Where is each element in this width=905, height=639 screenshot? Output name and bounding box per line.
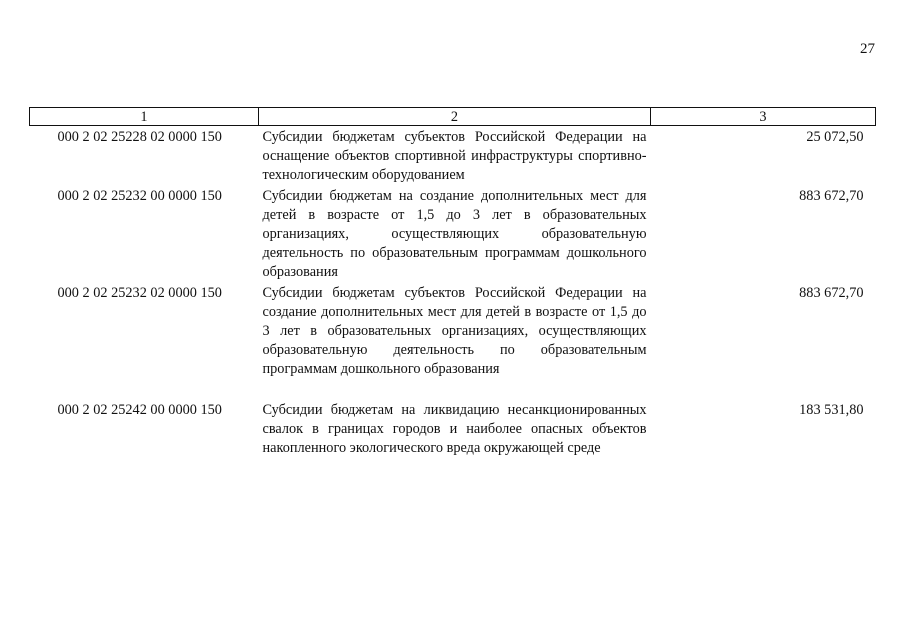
budget-item-name: Субсидии бюджетам субъектов Российской Федерации на оснащение объектов спортивной инфраструктуры спортивно-технологическим оборудованием (262, 129, 647, 183)
page-number: 27 (860, 41, 875, 57)
header-row (30, 108, 876, 126)
column-header-code: 1 (30, 108, 259, 126)
budget-amount: 883 672,70 (799, 285, 864, 301)
budget-amount: 25 072,50 (806, 129, 864, 145)
table-body (30, 126, 876, 459)
column-header-name: 2 (259, 108, 651, 126)
budget-code: 000 2 02 25232 02 0000 150 (57, 285, 222, 301)
budget-item-name: Субсидии бюджетам на создание дополнительных мест для детей в возрасте от 1,5 до 3 лет в образовательных организациях, осуществляющих образовательную деятельность по образовательным программам дошкольного образования (262, 188, 647, 280)
table-row (30, 185, 876, 282)
budget-item-name: Субсидии бюджетам на ликвидацию несанкционированных свалок в границах городов и наиболее опасных объектов накопленного экологического вреда окружающей среде (262, 402, 647, 456)
column-header-amount: 3 (651, 108, 876, 126)
table-row (30, 126, 876, 186)
budget-code: 000 2 02 25232 00 0000 150 (57, 188, 222, 204)
budget-amount: 183 531,80 (799, 402, 864, 418)
budget-code: 000 2 02 25242 00 0000 150 (57, 402, 222, 418)
table-header (30, 108, 876, 126)
budget-amount: 883 672,70 (799, 188, 864, 204)
budget-table (29, 107, 876, 458)
table-row (30, 282, 876, 379)
budget-code: 000 2 02 25228 02 0000 150 (57, 129, 222, 145)
table-row (30, 379, 876, 458)
budget-item-name: Субсидии бюджетам субъектов Российской Федерации на создание дополнительных мест для детей в возрасте от 1,5 до 3 лет в образовательных организациях, осуществляющих образовательную деятельность по образовательным программам дошкольного образования (262, 285, 647, 377)
